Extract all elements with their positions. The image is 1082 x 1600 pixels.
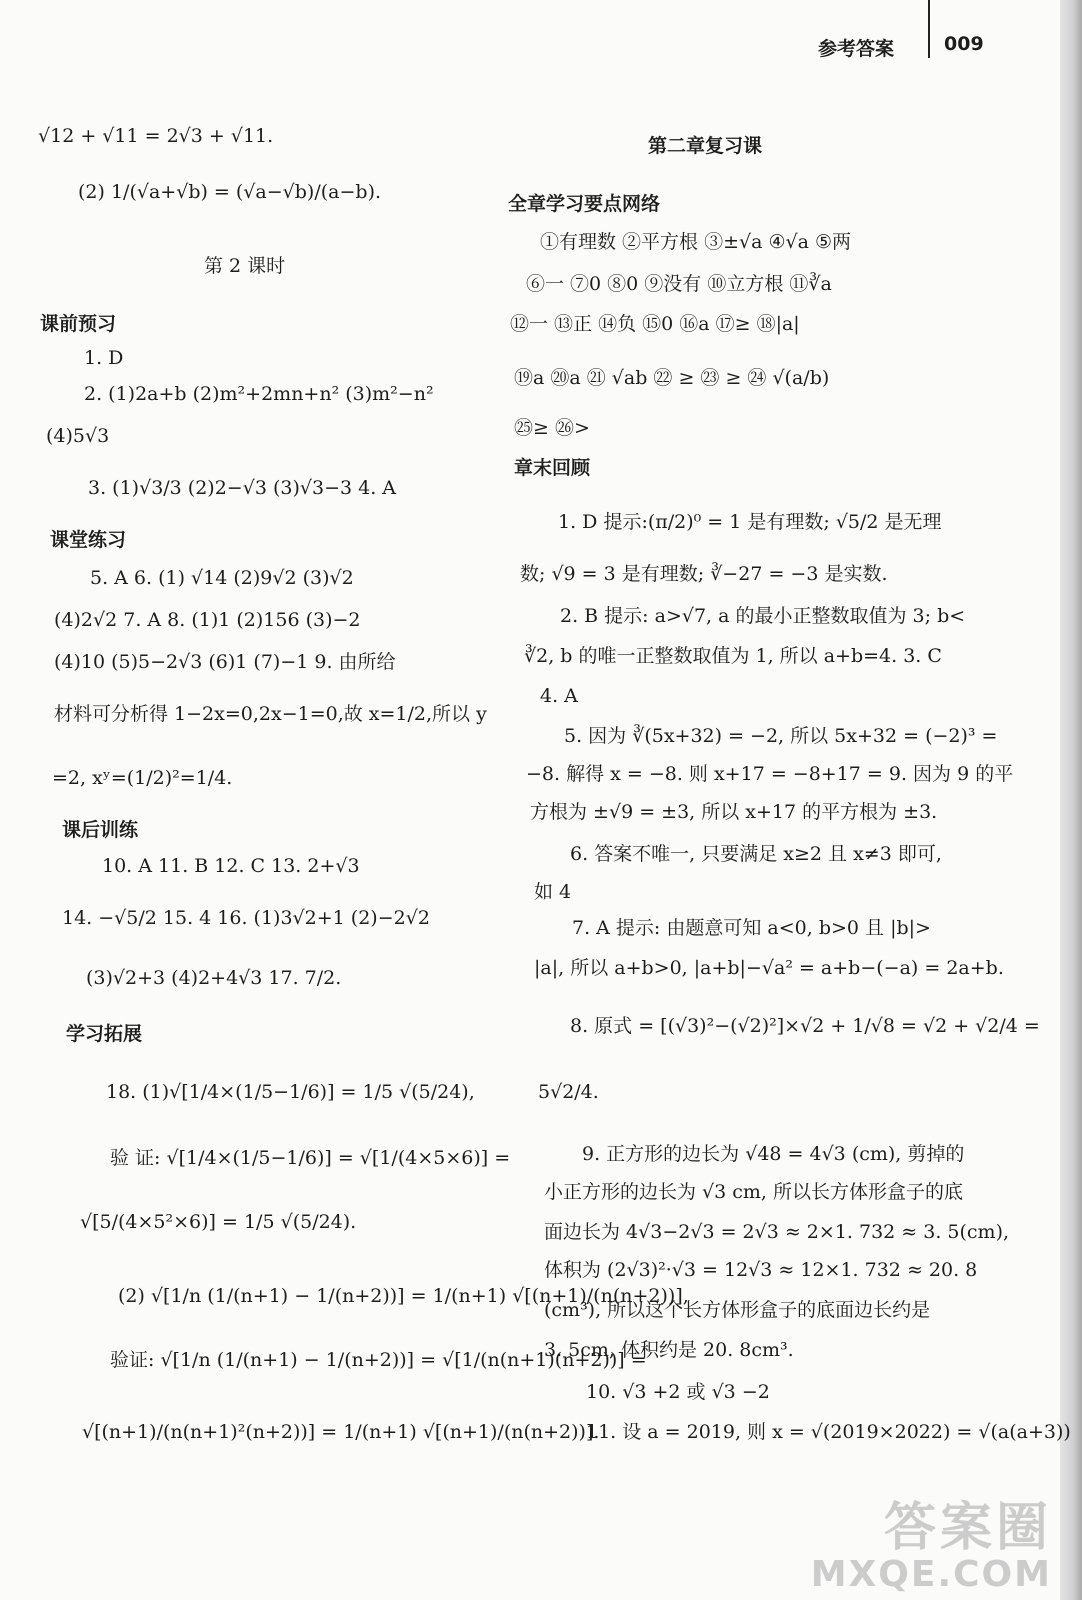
answer-line: 4. A xyxy=(540,685,578,707)
answer-line: 体积为 (2√3)²·√3 = 12√3 ≈ 12×1. 732 ≈ 20. 8 xyxy=(544,1259,978,1281)
section-heading: 学习拓展 xyxy=(66,1023,143,1045)
answer-line: ∛2, b 的唯一正整数取值为 1, 所以 a+b=4. 3. C xyxy=(524,645,942,667)
answer-line: 1. D xyxy=(84,347,124,369)
answer-line: √[(n+1)/(n(n+1)²(n+2))] = 1/(n+1) √[(n+1)/(n(n+2))]. xyxy=(82,1421,600,1443)
answer-line: 7. A 提示: 由题意可知 a<0, b>0 且 |b|> xyxy=(572,917,931,939)
answer-line: 5√2/4. xyxy=(538,1081,599,1103)
answer-line: 11. 设 a = 2019, 则 x = √(2019×2022) = √(a(a+3)) xyxy=(586,1421,1071,1443)
answer-line: 2. B 提示: a>√7, a 的最小正整数取值为 3; b< xyxy=(560,605,966,627)
header-title: 参考答案 xyxy=(818,38,895,60)
answer-line: (3)√2+3 (4)2+4√3 17. 7/2. xyxy=(86,967,342,989)
answer-line: 14. −√5/2 15. 4 16. (1)3√2+1 (2)−2√2 xyxy=(62,907,430,929)
page-edge-shadow xyxy=(1060,0,1082,1600)
answer-line: ⑲a ⑳a ㉑ √ab ㉒ ≥ ㉓ ≥ ㉔ √(a/b) xyxy=(514,367,830,389)
answer-line: (2) 1/(√a+√b) = (√a−√b)/(a−b). xyxy=(78,181,382,203)
answer-line: 3. 5cm, 体积约是 20. 8cm³. xyxy=(544,1339,794,1361)
answer-line: 验证: √[1/n (1/(n+1) − 1/(n+2))] = √[1/(n(n+1)(n+2))] = xyxy=(110,1349,647,1371)
answer-line: √12 + √11 = 2√3 + √11. xyxy=(38,125,274,147)
answer-line: (cm³), 所以这个长方体形盒子的底面边长约是 xyxy=(544,1299,931,1321)
lesson-title: 第 2 课时 xyxy=(204,255,286,277)
answer-line: 小正方形的边长为 √3 cm, 所以长方体形盒子的底 xyxy=(544,1181,964,1203)
answer-line: (4)2√2 7. A 8. (1)1 (2)156 (3)−2 xyxy=(54,609,361,631)
answer-line: (2) √[1/n (1/(n+1) − 1/(n+2))] = 1/(n+1) √[(n+1)/(n(n+2))], xyxy=(118,1285,689,1307)
answer-line: 5. 因为 ∛(5x+32) = −2, 所以 5x+32 = (−2)³ = xyxy=(564,725,998,747)
answer-line: √[5/(4×5²×6)] = 1/5 √(5/24). xyxy=(80,1211,357,1233)
section-heading: 课后训练 xyxy=(62,819,139,841)
watermark-logo: 答案圈 xyxy=(883,1498,1052,1558)
answer-line: 面边长为 4√3−2√3 = 2√3 ≈ 2×1. 732 ≈ 3. 5(cm), xyxy=(544,1221,1010,1243)
answer-line: |a|, 所以 a+b>0, |a+b|−√a² = a+b−(−a) = 2a+b. xyxy=(534,957,1004,979)
answer-line: =2, xʸ=(1/2)²=1/4. xyxy=(52,767,233,789)
answer-line: 方根为 ±√9 = ±3, 所以 x+17 的平方根为 ±3. xyxy=(530,801,938,823)
answer-line: 1. D 提示:(π/2)⁰ = 1 是有理数; √5/2 是无理 xyxy=(558,511,942,533)
answer-line: ①有理数 ②平方根 ③±√a ④√a ⑤两 xyxy=(540,231,852,253)
answer-line: 18. (1)√[1/4×(1/5−1/6)] = 1/5 √(5/24), xyxy=(106,1081,475,1103)
answer-line: ⑫一 ⑬正 ⑭负 ⑮0 ⑯a ⑰≥ ⑱|a| xyxy=(510,313,800,335)
answer-line: ⑥一 ⑦0 ⑧0 ⑨没有 ⑩立方根 ⑪∛a xyxy=(526,273,832,295)
answer-line: 9. 正方形的边长为 √48 = 4√3 (cm), 剪掉的 xyxy=(582,1143,965,1165)
answer-line: −8. 解得 x = −8. 则 x+17 = −8+17 = 9. 因为 9 的平 xyxy=(526,763,1014,785)
answer-line: 2. (1)2a+b (2)m²+2mn+n² (3)m²−n² xyxy=(84,383,434,405)
section-heading: 章末回顾 xyxy=(514,457,591,479)
answer-line: 材料可分析得 1−2x=0,2x−1=0,故 x=1/2,所以 y xyxy=(54,703,487,725)
page-number: 009 xyxy=(944,33,984,55)
answer-line: 10. A 11. B 12. C 13. 2+√3 xyxy=(102,855,360,877)
answer-line: (4)5√3 xyxy=(46,425,110,447)
answer-line: 3. (1)√3/3 (2)2−√3 (3)√3−3 4. A xyxy=(88,477,397,499)
answer-line: 8. 原式 = [(√3)²−(√2)²]×√2 + 1/√8 = √2 + √2/4 = xyxy=(570,1015,1040,1037)
answer-line: (4)10 (5)5−2√3 (6)1 (7)−1 9. 由所给 xyxy=(54,651,396,673)
answer-line: 6. 答案不唯一, 只要满足 x≥2 且 x≠3 即可, xyxy=(570,843,942,865)
section-heading: 全章学习要点网络 xyxy=(508,193,661,215)
answer-line: 数; √9 = 3 是有理数; ∛−27 = −3 是实数. xyxy=(520,563,888,585)
answer-line: ㉕≥ ㉖> xyxy=(514,417,590,439)
section-heading: 课堂练习 xyxy=(50,529,127,551)
right-column xyxy=(508,0,1071,1600)
chapter-title: 第二章复习课 xyxy=(648,135,763,157)
answer-line: 如 4 xyxy=(534,881,572,903)
watermark-url: MXQE.COM xyxy=(810,1554,1052,1595)
watermark xyxy=(811,1500,1052,1594)
section-heading: 课前预习 xyxy=(40,313,117,335)
answer-line: 5. A 6. (1) √14 (2)9√2 (3)√2 xyxy=(90,567,354,589)
answer-line: 验 证: √[1/4×(1/5−1/6)] = √[1/(4×5×6)] = xyxy=(110,1147,511,1169)
answer-line: 10. √3 +2 或 √3 −2 xyxy=(586,1381,770,1403)
